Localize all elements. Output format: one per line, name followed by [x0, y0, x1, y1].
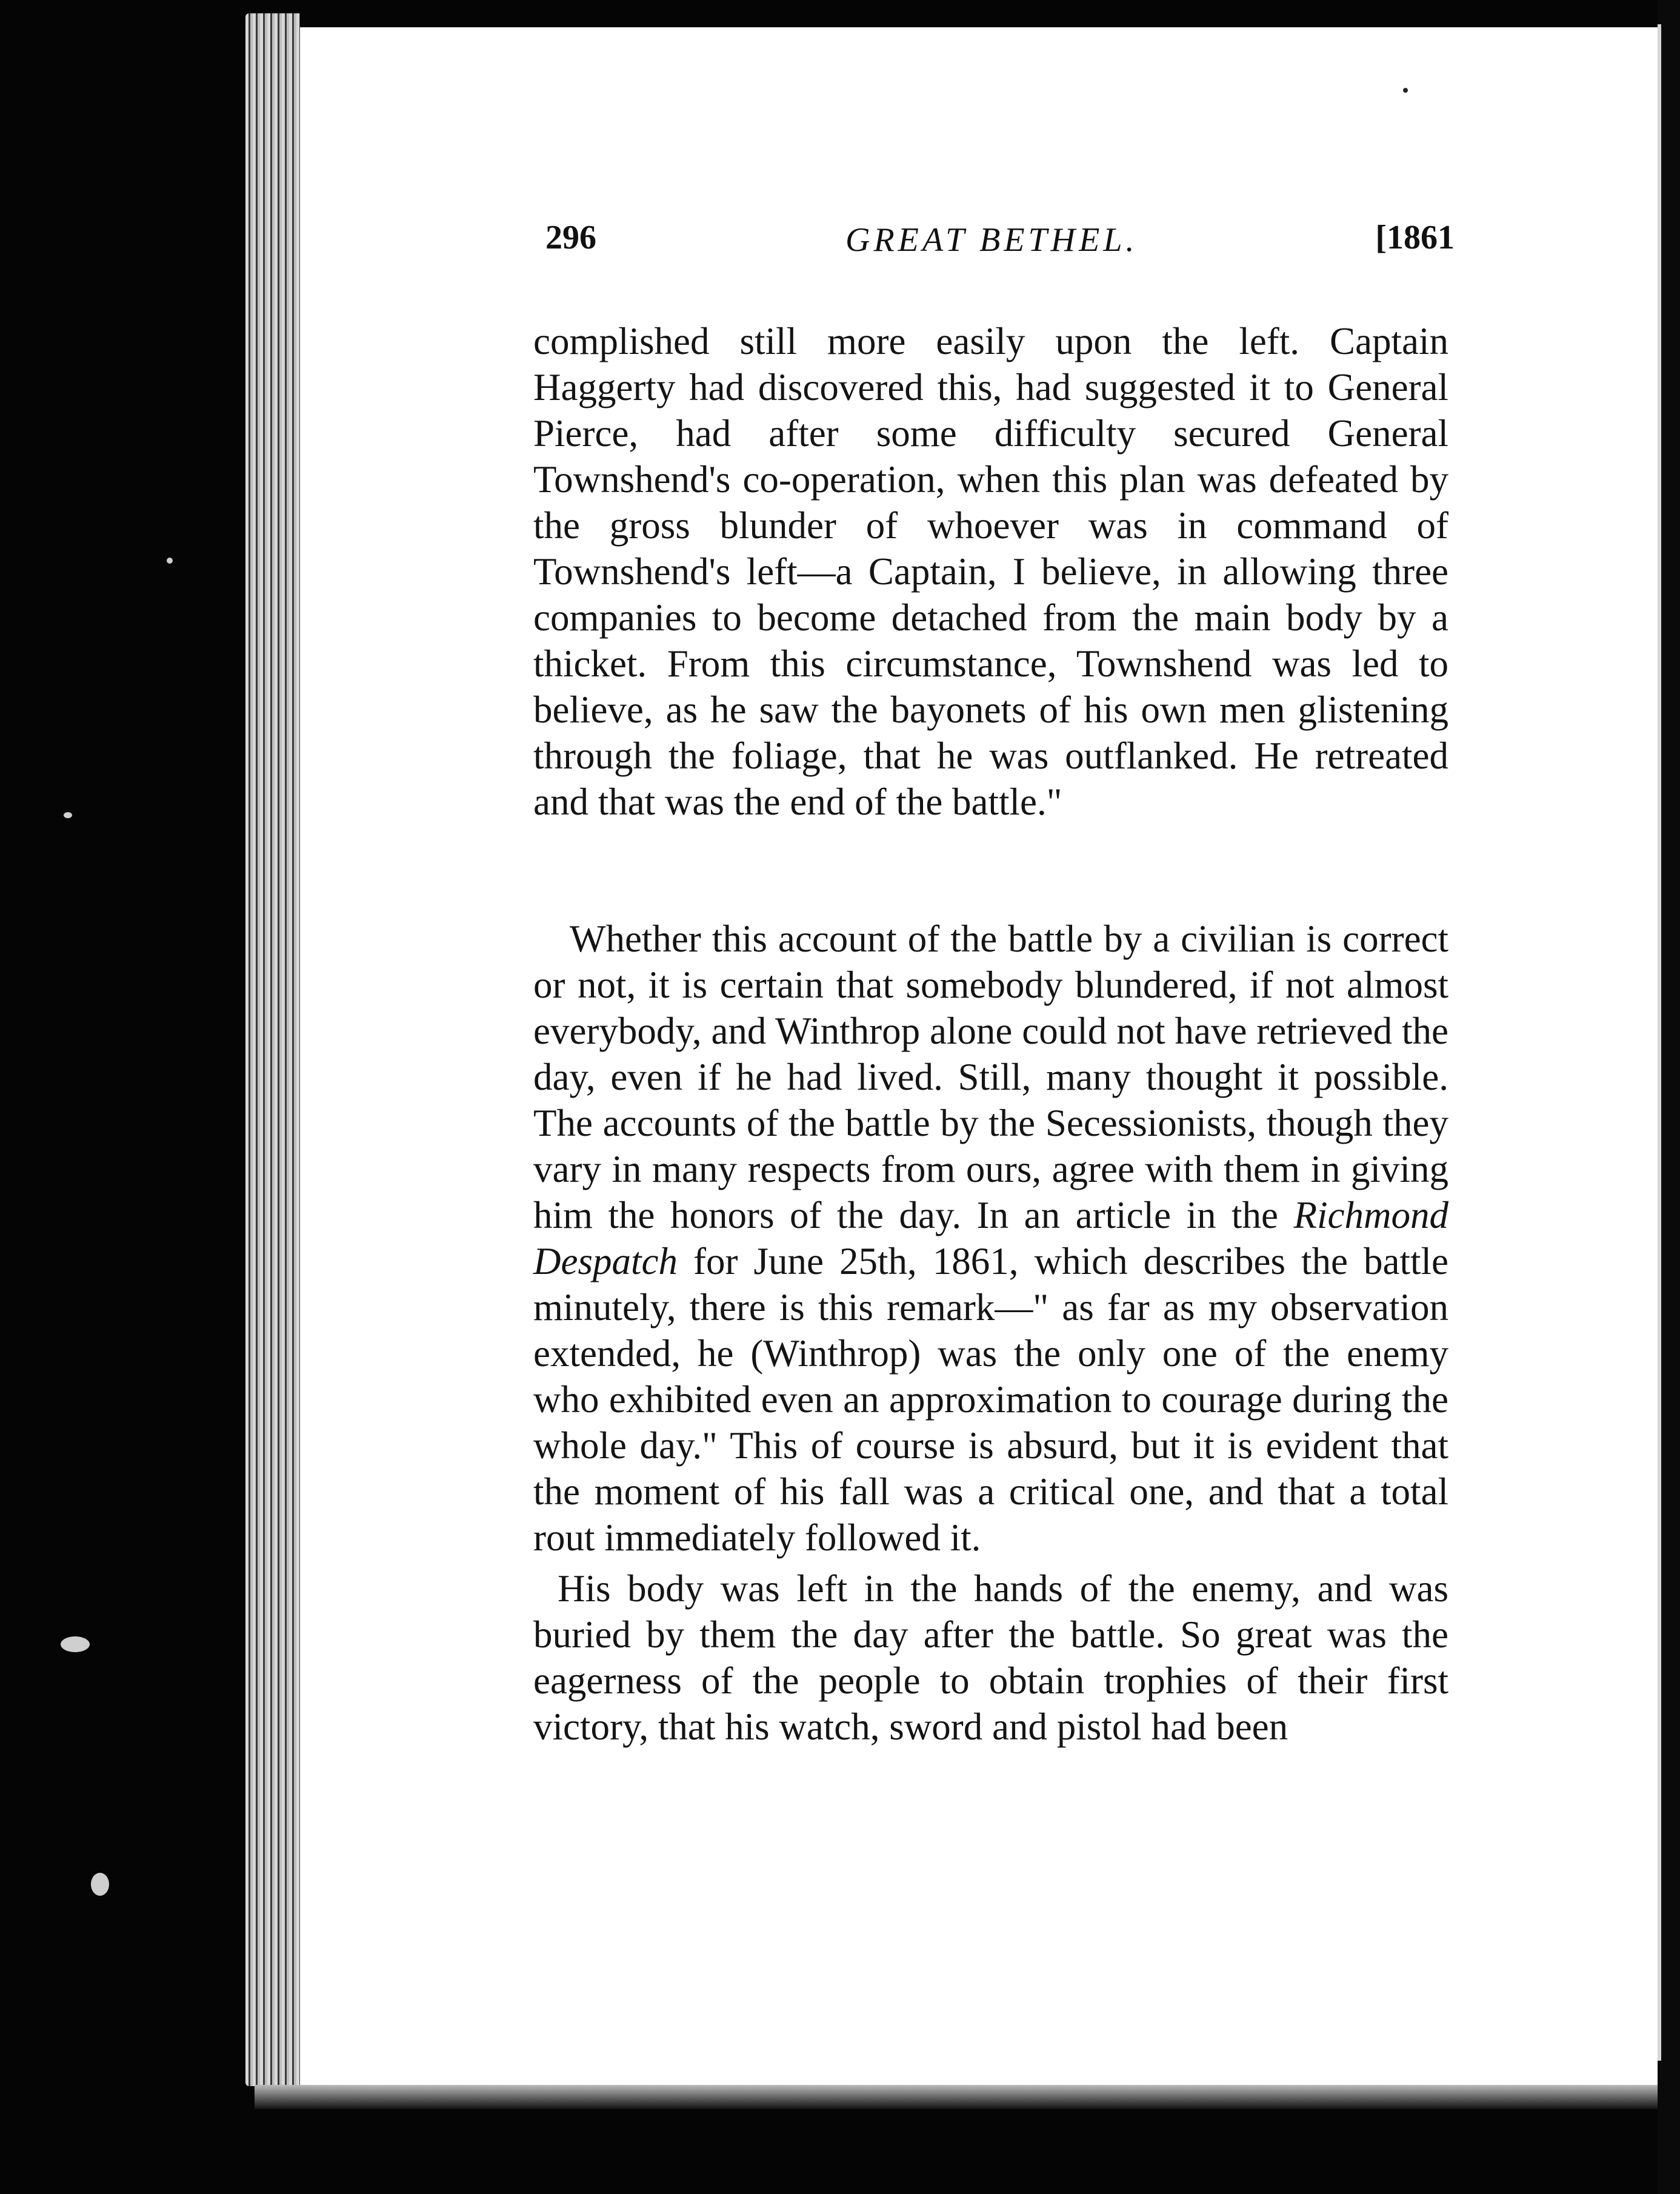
- dust-speck: [61, 1636, 90, 1652]
- newspaper-title: Richmond Despatch: [533, 1194, 1448, 1282]
- header-year: [1861: [1375, 219, 1455, 256]
- dust-speck: [167, 558, 173, 564]
- running-title: GREAT BETHEL.: [845, 221, 1138, 259]
- page-edges: [245, 13, 300, 2086]
- page-number: 296: [545, 219, 596, 256]
- paragraph-text: Whether this account of the battle by a civilian is correct or not, it is certain that somebody blundered, if not almost everybody, and Winthrop alone could not have retrieved the day, even if he had lived. Still, many thought it possible. The accounts of the battle by the Secessionists, though they vary in many respects from ours, agree with them in giving him the honors of the day. In an article in the: [533, 918, 1448, 1236]
- right-gutter: [1658, 0, 1680, 2194]
- running-header: [545, 218, 1455, 273]
- whether-paragraph: [533, 916, 1448, 1561]
- quote-paragraph: complished still more easily upon the left. Captain Haggerty had discovered this, had suggested it to General Pierce, had after some difficulty secured General Townshend's co-operation, when this plan was defeated by the gross blunder of whoever was in command of Townshend's left—a Captain, I believe, in allowing three companies to become detached from the main body by a thicket. From this circumstance, Townshend was led to believe, as he saw the bayonets of his own men glistening through the foliage, that he was outflanked. He retreated and that was the end of the battle.": [533, 320, 1448, 823]
- bottom-shadow: [255, 2085, 1658, 2109]
- burial-paragraph: His body was left in the hands of the enemy, and was buried by them the day after the battle. So great was the eagerness of the people to obtain trophies of their first victory, that his watch, sword and pistol had been: [533, 1567, 1448, 1748]
- dust-speck: [64, 812, 72, 818]
- paragraph-text: for June 25th, 1861, which describes the battle minutely, there is this remark—" as far as my observation extended, he (Winthrop) was the only one of the enemy who exhibited even an approximation to courage during the whole day." This of course is absurd, but it is evident that the moment of his fall was a critical one, and that a total rout immediately followed it.: [533, 1240, 1448, 1559]
- dust-speck: [1403, 88, 1408, 93]
- dust-speck: [91, 1873, 109, 1896]
- body-text: [533, 318, 1448, 1750]
